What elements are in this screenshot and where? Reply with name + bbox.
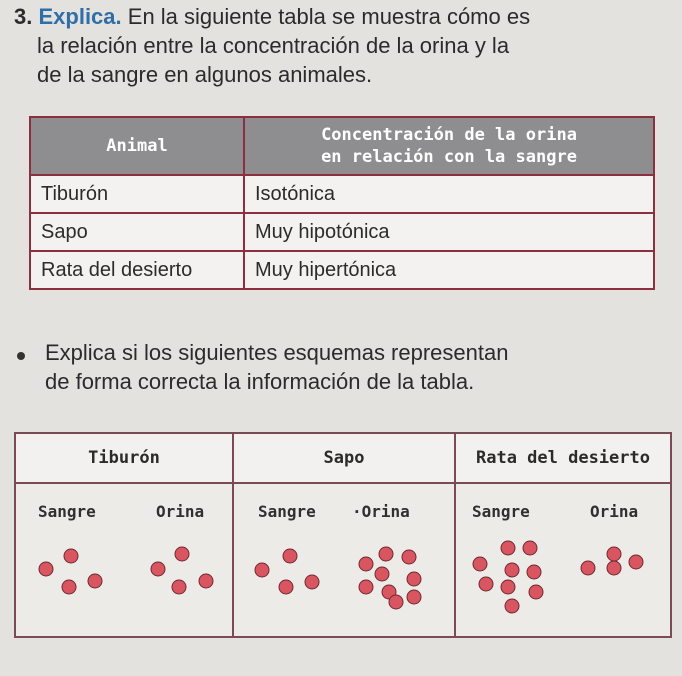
- particle-dot: [199, 574, 213, 588]
- particle-dot: [64, 549, 78, 563]
- particle-dot: [151, 562, 165, 576]
- urine-label: Orina: [590, 502, 639, 521]
- instruction-line-2: de forma correcta la información de la tabla.: [45, 369, 475, 394]
- particle-dot: [283, 549, 297, 563]
- urine-label: ·Orina: [352, 502, 410, 521]
- scheme-rata: [456, 484, 670, 636]
- particle-dot: [172, 580, 186, 594]
- particle-dot: [629, 555, 643, 569]
- dots-sapo: [234, 484, 456, 636]
- particle-dot: [581, 561, 595, 575]
- dots-tiburon: [16, 484, 234, 636]
- exercise-line-1: [14, 4, 530, 30]
- particle-dot: [529, 585, 543, 599]
- header-concentration: [244, 117, 654, 175]
- particle-dot: [505, 563, 519, 577]
- animal-cell: Sapo: [30, 213, 244, 251]
- particle-dot: [279, 580, 293, 594]
- particle-dot: [62, 580, 76, 594]
- scheme-sapo: [234, 484, 454, 636]
- blood-dots: [255, 549, 319, 594]
- relation-table-header: [30, 117, 654, 175]
- scheme-cell-rata: [455, 483, 671, 637]
- table-row: [30, 175, 654, 213]
- blood-label: Sangre: [472, 502, 530, 521]
- particle-dot: [255, 563, 269, 577]
- particle-dot: [479, 577, 493, 591]
- particle-dot: [407, 590, 421, 604]
- blood-label: Sangre: [258, 502, 316, 521]
- particle-dot: [389, 595, 403, 609]
- blood-dots: [473, 541, 543, 613]
- header-concentration-line-2: en relación con la sangre: [321, 147, 577, 167]
- relation-cell: Muy hipertónica: [244, 251, 654, 289]
- animal-cell: Rata del desierto: [30, 251, 244, 289]
- urine-dots: [359, 547, 421, 609]
- urine-dots: [151, 547, 213, 594]
- relation-cell: Isotónica: [244, 175, 654, 213]
- relation-cell: Muy hipotónica: [244, 213, 654, 251]
- header-concentration-line-1: Concentración de la orina: [321, 125, 577, 145]
- scheme-cell-tiburon: [15, 483, 233, 637]
- animal-cell: Tiburón: [30, 175, 244, 213]
- instruction-line-1: Explica si los siguientes esquemas representan: [45, 340, 509, 365]
- particle-dot: [607, 561, 621, 575]
- particle-dot: [607, 547, 621, 561]
- schemes-header: [15, 433, 671, 483]
- scheme-cell-sapo: [233, 483, 455, 637]
- particle-dot: [402, 550, 416, 564]
- scheme-title-tiburon: Tiburón: [15, 433, 233, 483]
- particle-dot: [375, 567, 389, 581]
- particle-dot: [501, 580, 515, 594]
- exercise-keyword: Explica.: [38, 4, 122, 29]
- urine-label: Orina: [156, 502, 205, 521]
- particle-dot: [523, 541, 537, 555]
- scheme-title-rata: Rata del desierto: [455, 433, 671, 483]
- particle-dot: [359, 580, 373, 594]
- particle-dot: [501, 541, 515, 555]
- particle-dot: [473, 557, 487, 571]
- schemes-table: [14, 432, 672, 638]
- exercise-text-2: la relación entre la concentración de la orina y la: [37, 33, 510, 58]
- exercise-text-1: En la siguiente tabla se muestra cómo es: [127, 4, 531, 29]
- particle-dot: [359, 557, 373, 571]
- bullet-icon: [17, 352, 25, 360]
- exercise-text-3: de la sangre en algunos animales.: [37, 62, 373, 87]
- table-row: [30, 213, 654, 251]
- schemes-row: [15, 483, 671, 637]
- particle-dot: [379, 547, 393, 561]
- scheme-title-sapo: Sapo: [233, 433, 455, 483]
- exercise-number: 3.: [14, 4, 33, 29]
- blood-label: Sangre: [38, 502, 96, 521]
- blood-dots: [39, 549, 102, 594]
- particle-dot: [88, 574, 102, 588]
- table-row: [30, 251, 654, 289]
- particle-dot: [175, 547, 189, 561]
- urine-dots: [581, 547, 643, 575]
- header-animal: Animal: [30, 117, 244, 175]
- particle-dot: [505, 599, 519, 613]
- particle-dot: [305, 575, 319, 589]
- dots-rata: [456, 484, 672, 636]
- particle-dot: [407, 572, 421, 586]
- relation-table: [29, 116, 655, 290]
- particle-dot: [39, 562, 53, 576]
- scheme-tiburon: [16, 484, 232, 636]
- particle-dot: [527, 565, 541, 579]
